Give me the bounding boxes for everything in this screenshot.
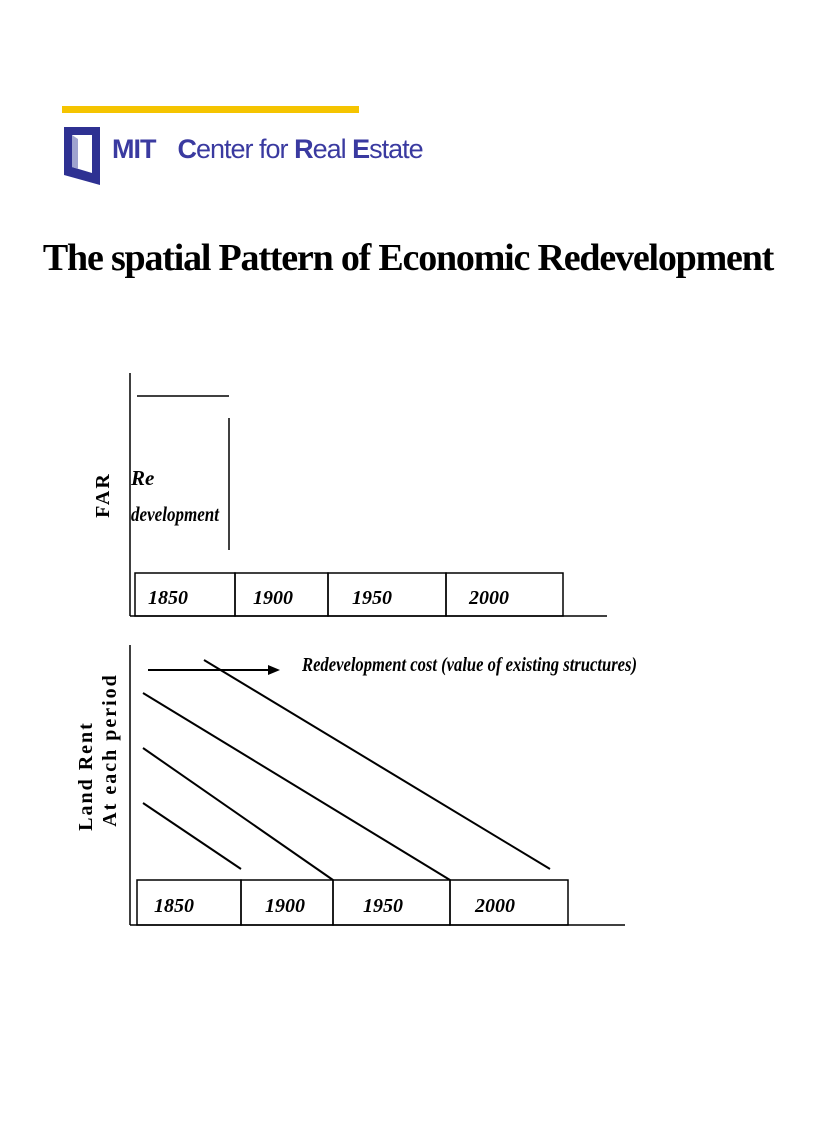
rent-line-2000 [204,660,550,869]
rent-line-1850 [143,803,241,869]
arrow-head-icon [268,665,280,675]
redevelopment-label-line1: Re [131,466,155,490]
top-period-1850: 1850 [148,587,188,609]
rent-line-1950 [143,693,450,880]
logo-state: state [369,134,423,164]
bottom-period-1950: 1950 [363,895,403,917]
logo-letter-e: E [352,134,370,164]
logo-enter: enter for [196,134,295,164]
bottom-period-1900: 1900 [265,895,305,917]
redevelopment-label-line2: development [131,502,220,526]
logo-letter-c: C [177,134,196,164]
top-period-1900: 1900 [253,587,293,609]
far-axis-label: FAR [92,472,114,518]
slide-title: The spatial Pattern of Economic Redevelopment [42,237,774,279]
logo-letter-r: R [294,134,313,164]
top-period-2000: 2000 [469,587,509,609]
bottom-period-1850: 1850 [154,895,194,917]
land-rent-axis-label: Land Rent [75,721,97,831]
rent-line-1900 [143,748,333,880]
top-period-1950: 1950 [352,587,392,609]
logo-eal: eal [312,134,353,164]
redevelopment-cost-label: Redevelopment cost (value of existing structures) [301,654,637,676]
bottom-period-2000: 2000 [475,895,515,917]
logo-mit: MIT [112,134,156,164]
each-period-axis-label: At each period [99,673,121,827]
